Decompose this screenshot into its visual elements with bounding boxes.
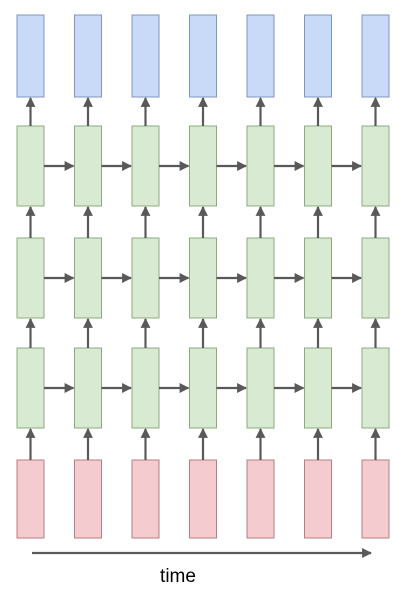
hidden1-cell-t3 [132,348,159,428]
hidden3-cell-t2 [75,126,102,206]
input-cell-t7 [362,460,389,538]
hidden3-cell-t6 [305,126,332,206]
output-cell-t7 [362,15,389,97]
input-cell-t3 [132,460,159,538]
time-axis [32,553,371,587]
input-cell-t1 [17,460,44,538]
hidden2-cell-t7 [362,238,389,318]
time-axis-label: time [160,566,196,587]
output-cell-t6 [305,15,332,97]
hidden3-cell-t4 [190,126,217,206]
hidden3-cell-t3 [132,126,159,206]
hidden3-cell-t7 [362,126,389,206]
hidden2-cell-t1 [17,238,44,318]
hidden2-cell-t6 [305,238,332,318]
hidden1-cell-t2 [75,348,102,428]
output-cell-t4 [190,15,217,97]
hidden2-cell-t2 [75,238,102,318]
hidden2-cell-t5 [247,238,274,318]
hidden2-cell-t3 [132,238,159,318]
hidden2-cell-t4 [190,238,217,318]
output-cell-t2 [75,15,102,97]
output-cell-t1 [17,15,44,97]
output-cell-t5 [247,15,274,97]
input-cell-t2 [75,460,102,538]
output-cell-t3 [132,15,159,97]
input-cell-t5 [247,460,274,538]
hidden3-cell-t1 [17,126,44,206]
hidden1-cell-t7 [362,348,389,428]
input-cell-t6 [305,460,332,538]
hidden1-cell-t4 [190,348,217,428]
hidden1-cell-t6 [305,348,332,428]
hidden1-cell-t1 [17,348,44,428]
hidden1-cell-t5 [247,348,274,428]
input-cell-t4 [190,460,217,538]
hidden3-cell-t5 [247,126,274,206]
